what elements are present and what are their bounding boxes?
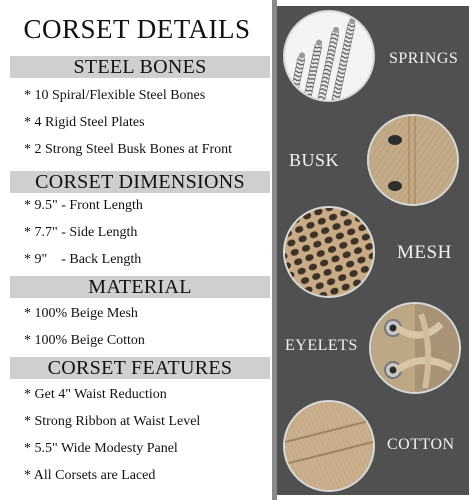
eyelets-label: EYELETS	[285, 337, 358, 354]
springs-image	[283, 10, 375, 102]
section-heading-corset-dimensions: CORSET DIMENSIONS	[10, 171, 270, 193]
section-heading-material: MATERIAL	[10, 276, 270, 298]
list-item: * 100% Beige Cotton	[24, 333, 145, 348]
section-heading-corset-features: CORSET FEATURES	[10, 357, 270, 379]
list-item: * 7.7" - Side Length	[24, 225, 138, 240]
list-item: * Get 4" Waist Reduction	[24, 387, 167, 402]
mesh-label: MESH	[397, 242, 452, 263]
mesh-image	[283, 206, 375, 298]
list-item: * 5.5" Wide Modesty Panel	[24, 441, 178, 456]
list-item: * 10 Spiral/Flexible Steel Bones	[24, 88, 206, 103]
springs-label: SPRINGS	[389, 50, 459, 67]
main-title: CORSET DETAILS	[23, 14, 251, 44]
busk-label: BUSK	[289, 150, 340, 170]
list-item: * All Corsets are Laced	[24, 468, 156, 483]
list-item: * 4 Rigid Steel Plates	[24, 115, 145, 130]
busk-image	[367, 114, 459, 206]
list-item: * 9.5" - Front Length	[24, 198, 143, 213]
cotton-image	[283, 400, 375, 492]
list-item: * 100% Beige Mesh	[24, 306, 138, 321]
list-item: * Strong Ribbon at Waist Level	[24, 414, 201, 429]
cotton-label: COTTON	[387, 436, 455, 453]
section-heading-steel-bones: STEEL BONES	[10, 56, 270, 78]
materials-panel	[277, 6, 469, 495]
list-item: * 9" - Back Length	[24, 252, 142, 267]
list-item: * 2 Strong Steel Busk Bones at Front	[24, 142, 233, 157]
eyelets-image	[369, 302, 461, 394]
